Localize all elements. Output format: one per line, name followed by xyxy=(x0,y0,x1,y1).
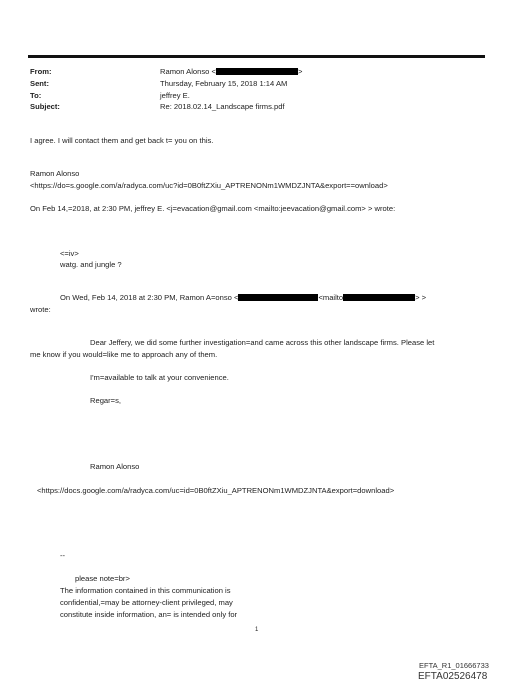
quoted-text: watg. and jungle ? xyxy=(60,260,122,269)
sent-value: Thursday, February 15, 2018 1:14 AM xyxy=(160,79,288,88)
message-line: me know if you would=like me to approach any of them. xyxy=(30,350,218,359)
to-label: To: xyxy=(30,91,42,100)
quoted-div: <=iv> xyxy=(60,249,79,258)
from-close: > xyxy=(297,67,303,76)
signature-link: <https://do=s.google.com/a/radyca.com/uc?id=0B0ftZXiu_APTRENONm1WMDZJNTA&export==ownload> xyxy=(30,181,388,190)
from-value xyxy=(160,67,302,76)
message-line: Regar=s, xyxy=(90,396,122,405)
quoted-header: On Feb 14,=2018, at 2:30 PM, jeffrey E. <j=evacation@gmail.com <mailto:jeevacation@gmail.com> > wrote: xyxy=(30,204,396,213)
note-line: confidential,=may be attorney-client privileged, may xyxy=(60,598,233,607)
note-line: please note=br> xyxy=(75,574,130,583)
signature-name: Ramon Alonso xyxy=(30,169,80,178)
redaction-bar xyxy=(343,294,415,301)
subject-value: Re: 2018.02.14_Landscape firms.pdf xyxy=(160,102,285,111)
signature-name-2: Ramon Alonso xyxy=(90,462,140,471)
page-number: 1 xyxy=(255,627,259,633)
dashes: -- xyxy=(60,551,66,560)
subject-label: Subject: xyxy=(30,102,60,111)
quoted-header-2 xyxy=(60,293,426,302)
message-line: Dear Jeffery, we did some further investigation=and came across this other landscape firms. Please let xyxy=(90,338,435,347)
message-line: I'm=available to talk at your convenience. xyxy=(90,373,229,382)
redaction-bar xyxy=(238,294,318,301)
note-line: The information contained in this communication is xyxy=(60,586,231,595)
bates-number-2: EFTA02526478 xyxy=(418,671,488,682)
from-name: Ramon Alonso < xyxy=(160,67,216,76)
wrote-label: wrote: xyxy=(30,305,51,314)
quoted-header-2-close: > > xyxy=(415,293,427,302)
from-label: From: xyxy=(30,67,52,76)
mailto-text: <mailto xyxy=(318,293,344,302)
header-rule xyxy=(28,55,485,58)
bates-number-1: EFTA_R1_01666733 xyxy=(419,661,489,670)
redaction-bar xyxy=(216,68,298,75)
note-line: constitute inside information, an= is intended only for xyxy=(60,610,238,619)
quoted-header-2-text: On Wed, Feb 14, 2018 at 2:30 PM, Ramon A=onso < xyxy=(60,293,239,302)
to-value: jeffrey E. xyxy=(160,91,190,100)
sent-label: Sent: xyxy=(30,79,49,88)
signature-link-2: <https://docs.google.com/a/radyca.com/uc=id=0B0ftZXiu_APTRENONm1WMDZJNTA&export=download> xyxy=(37,486,395,495)
body-line: I agree. I will contact them and get back t= you on this. xyxy=(30,136,214,145)
